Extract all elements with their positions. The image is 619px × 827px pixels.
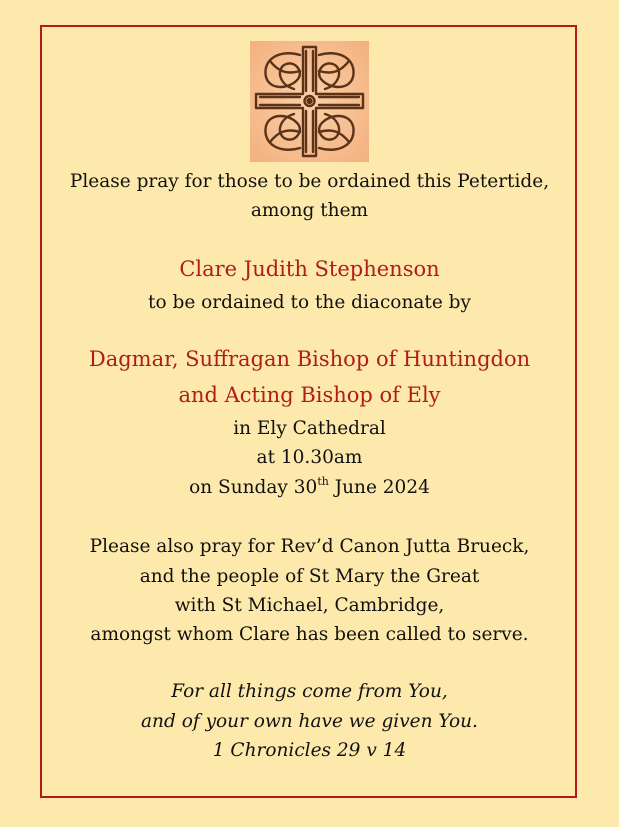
bishop-line-1: Dagmar, Suffragan Bishop of Huntingdon — [88, 347, 531, 371]
prayer-line-1: Please also pray for Rev’d Canon Jutta Brueck, — [89, 536, 530, 557]
date-suffix: June 2024 — [328, 477, 430, 498]
service-time: at 10.30am — [256, 447, 363, 468]
bishop-line-2: and Acting Bishop of Ely — [178, 383, 441, 407]
service-place: in Ely Cathedral — [233, 418, 386, 439]
intro-line-1: Please pray for those to be ordained this Petertide, — [69, 171, 550, 192]
verse-line-2: and of your own have we given You. — [141, 711, 478, 732]
service-date — [0, 474, 619, 498]
candidate-name: Clare Judith Stephenson — [179, 257, 440, 281]
prayer-line-4: amongst whom Clare has been called to serve. — [90, 624, 529, 645]
date-ordinal: th — [317, 474, 329, 488]
prayer-line-2: and the people of St Mary the Great — [139, 566, 480, 587]
prayer-line-3: with St Michael, Cambridge, — [174, 595, 445, 616]
ordination-text: to be ordained to the diaconate by — [148, 292, 471, 313]
celtic-cross-icon — [250, 41, 369, 162]
verse-reference: 1 Chronicles 29 v 14 — [212, 740, 407, 761]
verse-line-1: For all things come from You, — [171, 681, 448, 702]
intro-line-2: among them — [250, 200, 369, 221]
date-prefix: on Sunday 30 — [189, 477, 318, 498]
